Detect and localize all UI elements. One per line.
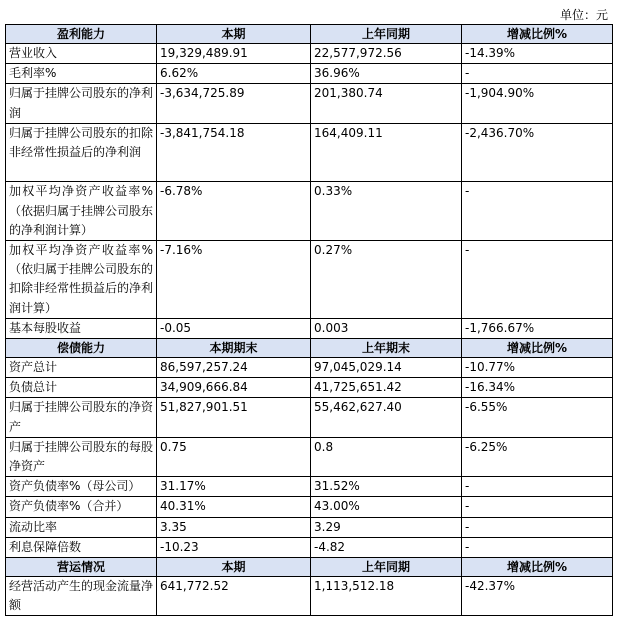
row-label: 归属于挂牌公司股东的每股净资产 [6,437,157,476]
cell-value: - [462,477,613,497]
cell-value: 1,113,512.18 [311,577,462,616]
column-header: 上年同期 [311,558,462,577]
cell-value: -10.77% [462,358,613,378]
column-header: 本期期末 [157,339,311,358]
cell-value: 22,577,972.56 [311,44,462,64]
section-header-row [6,558,613,577]
cell-value: - [462,182,613,241]
cell-value: 3.35 [157,517,311,537]
cell-value: 0.27% [311,241,462,319]
column-header: 本期 [157,558,311,577]
row-label: 归属于挂牌公司股东的扣除非经常性损益后的净利润 [6,123,157,182]
column-header: 本期 [157,25,311,44]
table-row [6,537,613,557]
cell-value: 36.96% [311,64,462,84]
cell-value: -6.78% [157,182,311,241]
cell-value: -3,634,725.89 [157,84,311,123]
cell-value: 86,597,257.24 [157,358,311,378]
cell-value: -1,766.67% [462,318,613,338]
row-label: 归属于挂牌公司股东的净资产 [6,398,157,437]
column-header: 增减比例% [462,558,613,577]
cell-value: 43.00% [311,497,462,517]
cell-value: -6.55% [462,398,613,437]
row-label: 流动比率 [6,517,157,537]
cell-value: 6.62% [157,64,311,84]
row-label: 归属于挂牌公司股东的净利润 [6,84,157,123]
cell-value: 41,725,651.42 [311,378,462,398]
cell-value: - [462,537,613,557]
table-row [6,477,613,497]
cell-value: - [462,64,613,84]
table-body [6,25,613,616]
unit-label: 单位：元 [559,8,608,22]
row-label: 营业收入 [6,44,157,64]
table-row [6,318,613,338]
cell-value: 51,827,901.51 [157,398,311,437]
column-header: 增减比例% [462,25,613,44]
table-row [6,517,613,537]
column-header: 营运情况 [6,558,157,577]
cell-value: 97,045,029.14 [311,358,462,378]
table-row [6,182,613,241]
cell-value: -14.39% [462,44,613,64]
cell-value: -2,436.70% [462,123,613,182]
cell-value: 31.52% [311,477,462,497]
cell-value: -10.23 [157,537,311,557]
row-label: 负债总计 [6,378,157,398]
table-row [6,497,613,517]
table-row [6,64,613,84]
cell-value: 0.8 [311,437,462,476]
column-header: 偿债能力 [6,339,157,358]
column-header: 增减比例% [462,339,613,358]
row-label: 加权平均净资产收益率%（依归属于挂牌公司股东的扣除非经常性损益后的净利润计算） [6,241,157,319]
cell-value: - [462,241,613,319]
cell-value: -42.37% [462,577,613,616]
cell-value: -6.25% [462,437,613,476]
cell-value: -7.16% [157,241,311,319]
table-row [6,378,613,398]
cell-value: 641,772.52 [157,577,311,616]
cell-value: 40.31% [157,497,311,517]
row-label: 资产总计 [6,358,157,378]
cell-value: 0.33% [311,182,462,241]
cell-value: 164,409.11 [311,123,462,182]
table-row [6,398,613,437]
cell-value: - [462,497,613,517]
cell-value: 19,329,489.91 [157,44,311,64]
cell-value: - [462,517,613,537]
cell-value: -1,904.90% [462,84,613,123]
cell-value: 3.29 [311,517,462,537]
cell-value: 201,380.74 [311,84,462,123]
cell-value: 31.17% [157,477,311,497]
cell-value: -16.34% [462,378,613,398]
row-label: 利息保障倍数 [6,537,157,557]
table-row [6,84,613,123]
cell-value: 0.003 [311,318,462,338]
cell-value: 34,909,666.84 [157,378,311,398]
column-header: 上年同期 [311,25,462,44]
row-label: 资产负债率%（合并） [6,497,157,517]
financial-indicators-table [5,24,613,616]
section-header-row [6,339,613,358]
table-row [6,44,613,64]
table-row [6,437,613,476]
table-row [6,358,613,378]
column-header: 盈利能力 [6,25,157,44]
row-label: 资产负债率%（母公司） [6,477,157,497]
row-label: 基本每股收益 [6,318,157,338]
column-header: 上年期末 [311,339,462,358]
cell-value: 0.75 [157,437,311,476]
section-header-row [6,25,613,44]
table-row [6,241,613,319]
table-row [6,577,613,616]
cell-value: -4.82 [311,537,462,557]
cell-value: 55,462,627.40 [311,398,462,437]
cell-value: -0.05 [157,318,311,338]
row-label: 毛利率% [6,64,157,84]
cell-value: -3,841,754.18 [157,123,311,182]
row-label: 经营活动产生的现金流量净额 [6,577,157,616]
row-label: 加权平均净资产收益率%（依据归属于挂牌公司股东的净利润计算） [6,182,157,241]
table-row [6,123,613,182]
